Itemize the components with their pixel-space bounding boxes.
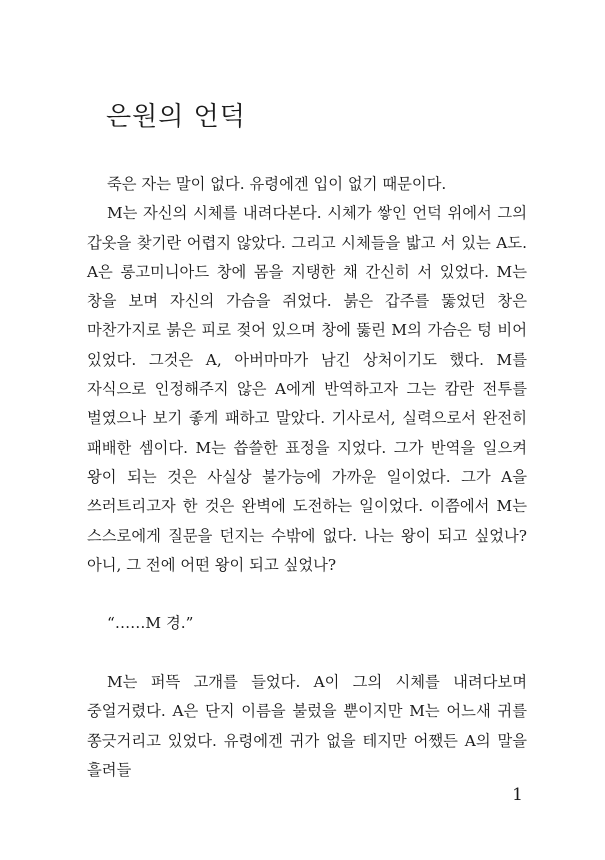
chapter-title: 은원의 언덕	[106, 102, 246, 132]
paragraph-gap	[87, 639, 527, 668]
paragraph-2: M는 자신의 시체를 내려다본다. 시체가 쌓인 언덕 위에서 그의 갑옷을 찾기란 어렵지 않았다. 그리고 시체들을 밟고 서 있는 A도. A은 롱고미니아드 창에 몸을 지탱한 채 간신히 서 있었다. M는 창을 보며 자신의 가슴을 쥐었다. 붉은 갑주를 뚫었던 창은 마찬가지로 붉은 피로 젖어 있으며 창에 뚫린 M의 가슴은 텅 비어 있었다. 그것은 A, 아버마마가 남긴 상처이기도 했다. M를 자식으로 인정해주지 않은 A에게 반역하고자 그는 캄란 전투를 벌였으나 보기 좋게 패하고 말았다. 기사로서, 실력으로서 완전히 패배한 셈이다. M는 씁쓸한 표정을 지었다. 그가 반역을 일으켜 왕이 되는 것은 사실상 불가능에 가까운 일이었다. 그가 A을 쓰러트리고자 한 것은 완벽에 도전하는 일이었다. 이쯤에서 M는 스스로에게 질문을 던지는 수밖에 없다. 나는 왕이 되고 싶었나? 아니, 그 전에 어떤 왕이 되고 싶었나?	[87, 204, 527, 574]
page-number: 1	[512, 785, 523, 805]
body-text	[87, 170, 527, 785]
paragraph-3: M는 퍼뜩 고개를 들었다. A이 그의 시체를 내려다보며 중얼거렸다. A은 단지 이름을 불렀을 뿐이지만 M는 어느새 귀를 쫑긋거리고 있었다. 유령에겐 귀가 없을 테지만 어쨌든 A의 말을 흘려들	[87, 673, 527, 779]
paragraph-1: 죽은 자는 말이 없다. 유령에겐 입이 없기 때문이다.	[107, 175, 447, 193]
dialogue-line: “……M 경.”	[107, 614, 194, 633]
paragraph-gap	[87, 580, 527, 609]
